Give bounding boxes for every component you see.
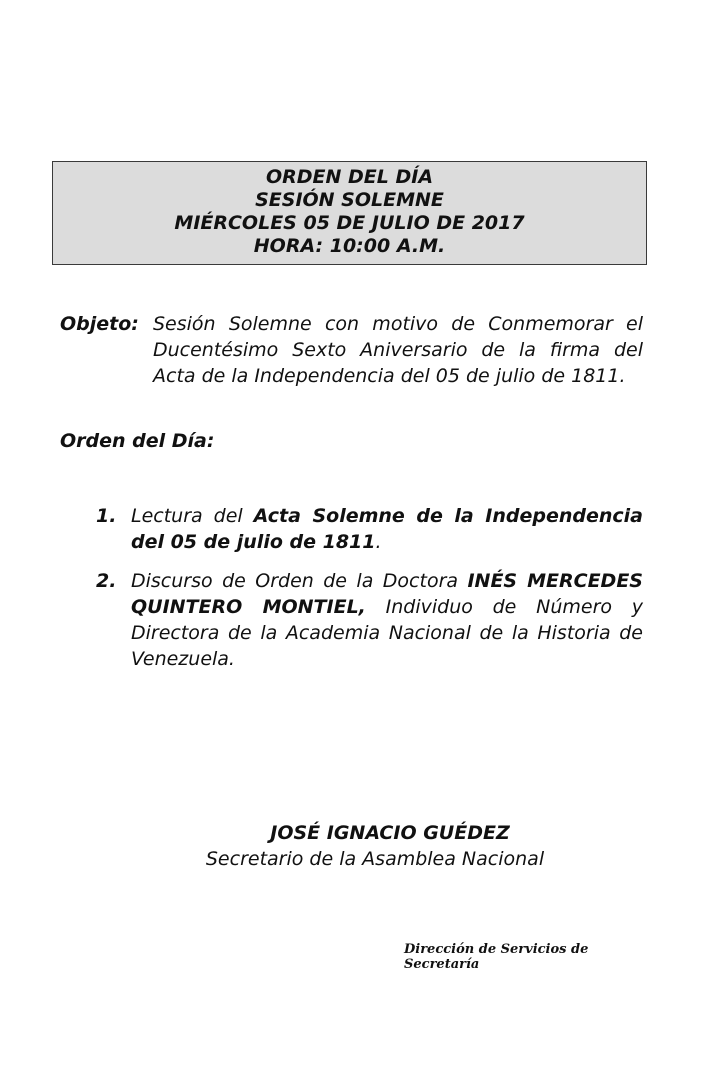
header-title: ORDEN DEL DÍA — [265, 166, 434, 188]
agenda-item-2-text-bold: INÉS MERCEDES QUINTERO MONTIEL, — [131, 570, 643, 618]
agenda-item-2-text-start: Discurso de Orden de la Doctora — [131, 570, 468, 592]
signatory-title: Secretario de la Asamblea Nacional — [205, 848, 545, 870]
header-time: HORA: 10:00 A.M. — [253, 235, 446, 257]
footer-department: Dirección de Servicios de Secretaría — [404, 942, 589, 972]
agenda-item-1-number: 1. — [96, 505, 117, 527]
agenda-header-box — [52, 161, 647, 265]
signatory-name: JOSÉ IGNACIO GUÉDEZ — [270, 822, 510, 844]
objeto-text: Sesión Solemne con motivo de Conmemorar el Ducentésimo Sexto Aniversario de la firma del Acta de la Independencia del 05 de julio de 1811. — [153, 313, 643, 387]
agenda-item-2-text — [131, 568, 643, 672]
agenda-item-1-text-bold: Acta Solemne de la Independencia del 05 de julio de 1811 — [131, 505, 643, 553]
objeto-label: Objeto: — [60, 313, 139, 335]
agenda-item-1-text-start: Lectura del — [131, 505, 254, 527]
header-date: MIÉRCOLES 05 DE JULIO DE 2017 — [174, 212, 525, 234]
header-session-type: SESIÓN SOLEMNE — [255, 189, 444, 211]
agenda-item-2-number: 2. — [96, 570, 117, 592]
agenda-item-2-text-end: Individuo de Número y Directora de la Academia Nacional de la Historia de Venezuela. — [131, 596, 643, 670]
agenda-item-1-text-end: . — [375, 531, 382, 553]
agenda-item-1-text — [131, 503, 643, 555]
orden-del-dia-label: Orden del Día: — [60, 430, 215, 452]
